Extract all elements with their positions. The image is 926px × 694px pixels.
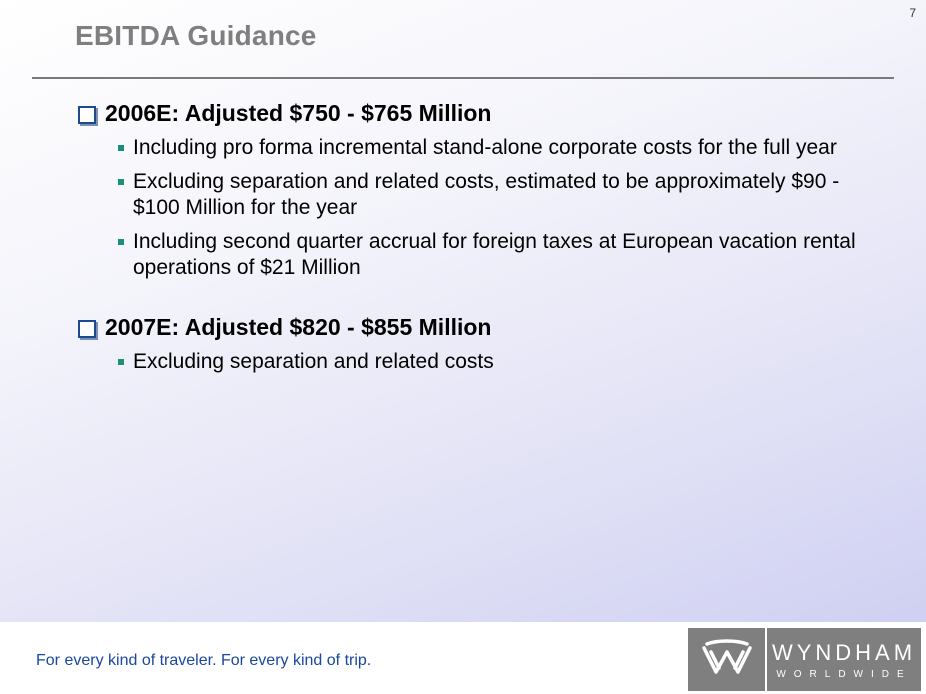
section-2006	[78, 100, 868, 281]
sub-bullet	[118, 135, 868, 161]
slide-title: EBITDA Guidance	[75, 20, 317, 51]
sub-bullet	[118, 349, 868, 375]
square-bullet-icon	[118, 179, 124, 185]
main-bullet	[78, 100, 868, 127]
square-bullet-icon	[118, 239, 124, 245]
logo-subtitle: WORLDWIDE	[776, 668, 912, 680]
wyndham-mark-icon	[688, 628, 767, 691]
sub-bullet-list	[118, 349, 868, 375]
logo-wordmark	[767, 628, 921, 691]
sub-bullet-text: Excluding separation and related costs, estimated to be approximately $90 - $100 Million for the year	[133, 170, 840, 219]
section-heading: 2007E: Adjusted $820 - $855 Million	[105, 314, 492, 340]
sub-bullet-text: Including pro forma incremental stand-alone corporate costs for the full year	[133, 136, 837, 159]
sub-bullet-text: Including second quarter accrual for foreign taxes at European vacation rental operations of $21 Million	[133, 230, 856, 279]
wyndham-logo	[688, 628, 921, 691]
checkbox-bullet-icon	[78, 106, 96, 124]
page-number: 7	[909, 6, 916, 20]
sub-bullet	[118, 169, 868, 221]
sub-bullet	[118, 229, 868, 281]
square-bullet-icon	[118, 359, 124, 365]
sub-bullet-list	[118, 135, 868, 281]
title-divider	[32, 77, 894, 79]
sub-bullet-text: Excluding separation and related costs	[133, 350, 494, 373]
square-bullet-icon	[118, 145, 124, 151]
main-bullet	[78, 314, 868, 341]
footer-tagline: For every kind of traveler. For every kind of trip.	[36, 652, 372, 669]
section-2007	[78, 314, 868, 375]
slide-content	[78, 100, 868, 383]
checkbox-bullet-icon	[78, 320, 96, 338]
logo-name: WYNDHAM	[771, 639, 917, 665]
section-gap	[78, 289, 868, 314]
section-heading: 2006E: Adjusted $750 - $765 Million	[105, 100, 492, 126]
